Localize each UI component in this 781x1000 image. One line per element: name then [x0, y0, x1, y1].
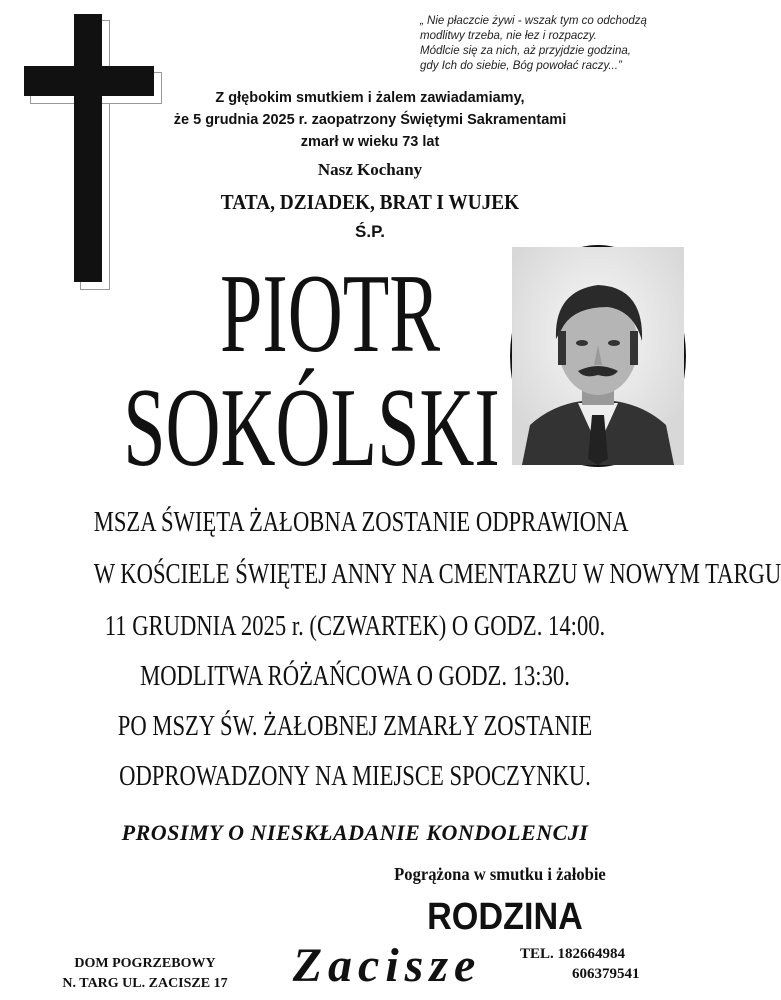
deceased-first-name: PIOTR: [219, 252, 441, 376]
poem-line: gdy Ich do siebie, Bóg powołać raczy...”: [420, 60, 622, 72]
phone-line: TEL. 182664984: [520, 946, 626, 962]
family-signature: RODZINA: [427, 896, 583, 938]
intro-line: Z głębokim smutkiem i żalem zawiadamiamy,: [215, 90, 525, 106]
poem-line: Módlcie się za nich, aż przyjdzie godzina,: [420, 45, 631, 57]
grieving-line: Pogrążona w smutku i żałobie: [394, 864, 606, 884]
sp-label: Ś.P.: [355, 222, 385, 241]
mass-line: 11 GRUDNIA 2025 r. (CZWARTEK) O GODZ. 14:00.: [104, 610, 606, 642]
condolences-note: PROSIMY O NIESKŁADANIE KONDOLENCJI: [121, 820, 589, 845]
portrait-photo: [510, 245, 686, 467]
funeral-home-address: N. TARG UL. ZACISZE 17: [62, 976, 228, 991]
cross-icon: [22, 14, 162, 290]
funeral-home-info: [30, 954, 260, 994]
phone-line: 606379541: [572, 966, 640, 982]
mass-line: PO MSZY ŚW. ŻAŁOBNEJ ZMARŁY ZOSTANIE: [117, 710, 593, 742]
family-roles: TATA, DZIADEK, BRAT I WUJEK: [220, 190, 520, 214]
funeral-home-name: DOM POGRZEBOWY: [74, 956, 216, 971]
phone-numbers: [520, 944, 700, 984]
poem-line: modlitwy trzeba, nie łez i rozpaczy.: [420, 30, 597, 42]
brand-logo: Zacisze: [292, 939, 482, 992]
intro-line: że 5 grudnia 2025 r. zaopatrzony Świętymi Sakramentami: [173, 112, 567, 128]
mass-line: MODLITWA RÓŻAŃCOWA O GODZ. 13:30.: [140, 660, 570, 692]
deceased-last-name: SOKÓLSKI: [123, 366, 500, 490]
intro-line: zmarł w wieku 73 lat: [300, 134, 440, 150]
mass-line: MSZA ŚWIĘTA ŻAŁOBNA ZOSTANIE ODPRAWIONA: [93, 506, 629, 538]
poem-line: „ Nie płaczcie żywi - wszak tym co odchodzą: [420, 15, 647, 27]
mass-line: ODPROWADZONY NA MIEJSCE SPOCZYNKU.: [119, 760, 591, 792]
nasz-kochany: Nasz Kochany: [317, 160, 423, 179]
mass-line: W KOŚCIELE ŚWIĘTEJ ANNY NA CMENTARZU W NOWYM TARGU: [93, 558, 781, 590]
poem-quote: [420, 14, 705, 74]
portrait-icon: [512, 247, 684, 465]
